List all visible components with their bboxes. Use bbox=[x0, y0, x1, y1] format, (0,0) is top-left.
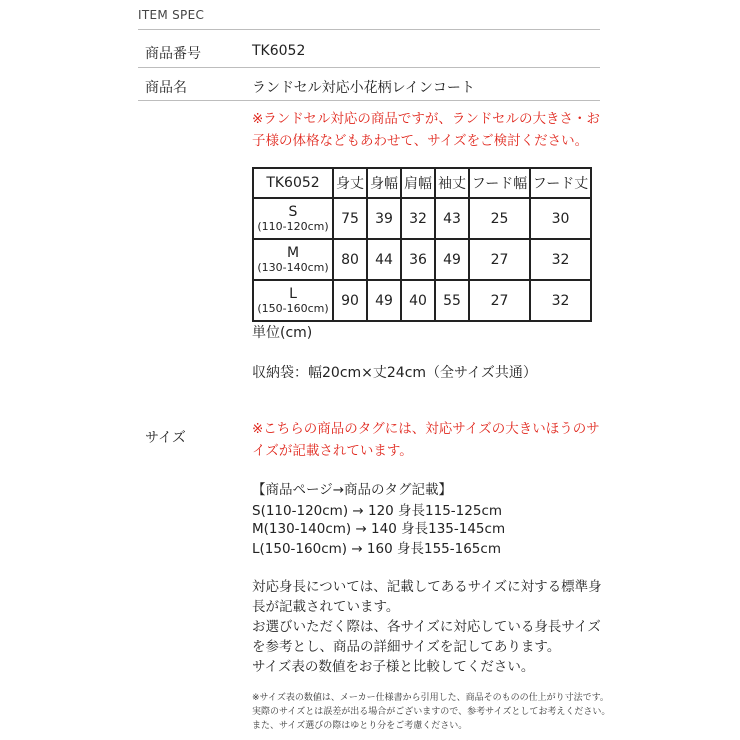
product-number-value: TK6052 bbox=[252, 43, 306, 59]
tag-note-line-2: イズが記載されています。 bbox=[252, 443, 413, 459]
footnote: ※サイズ表の数値は、メーカー仕様書から引用した、商品そのものの仕上がり寸法です。 bbox=[252, 693, 609, 703]
warning-line-1: ※ランドセル対応の商品ですが、ランドセルの大きさ・お bbox=[252, 111, 601, 127]
size-range: (110-120cm) bbox=[257, 219, 329, 233]
size-cell bbox=[253, 280, 333, 321]
value-cell: 32 bbox=[530, 280, 591, 321]
value-cell: 43 bbox=[435, 198, 469, 239]
size-section-label: サイズ bbox=[145, 430, 186, 446]
value-cell: 49 bbox=[435, 239, 469, 280]
explanation-line: を参考とし、商品の詳細サイズを記してあります。 bbox=[252, 639, 561, 655]
unit-label: 単位(cm) bbox=[252, 325, 313, 341]
size-name: S bbox=[288, 203, 298, 220]
value-cell: 49 bbox=[367, 280, 401, 321]
mapping-line: L(150-160cm) → 160 身長155-165cm bbox=[252, 541, 501, 557]
tag-note-line-1: ※こちらの商品のタグには、対応サイズの大きいほうのサ bbox=[252, 421, 600, 437]
storage-bag-note: 収納袋：幅20cm×丈24cm（全サイズ共通） bbox=[252, 365, 537, 381]
explanation-line: 長が記載されています。 bbox=[252, 599, 400, 615]
footnote: また、サイズ選びの際はゆとり分をご考慮ください。 bbox=[252, 721, 468, 731]
size-name: L bbox=[289, 285, 297, 302]
header-cell: TK6052 bbox=[253, 168, 333, 198]
product-name-value: ランドセル対応小花柄レインコート bbox=[252, 80, 475, 96]
header-cell: 袖丈 bbox=[435, 168, 469, 198]
value-cell: 32 bbox=[401, 198, 435, 239]
header-cell: 肩幅 bbox=[401, 168, 435, 198]
value-cell: 80 bbox=[333, 239, 367, 280]
explanation-line: 対応身長については、記載してあるサイズに対する標準身 bbox=[252, 579, 602, 595]
table-row bbox=[253, 239, 591, 280]
value-cell: 27 bbox=[469, 239, 530, 280]
value-cell: 75 bbox=[333, 198, 367, 239]
header-cell: フード幅 bbox=[469, 168, 530, 198]
size-cell bbox=[253, 198, 333, 239]
warning-line-2: 子様の体格などもあわせて、サイズをご検討ください。 bbox=[252, 133, 589, 149]
value-cell: 27 bbox=[469, 280, 530, 321]
size-table-header-row bbox=[253, 168, 591, 198]
table-row bbox=[253, 280, 591, 321]
size-range: (130-140cm) bbox=[257, 260, 329, 274]
footnote: 実際のサイズとは誤差が出る場合がございますので、参考サイズとしてお考えください。 bbox=[252, 707, 611, 717]
value-cell: 32 bbox=[530, 239, 591, 280]
header-cell: 身丈 bbox=[333, 168, 367, 198]
header-cell: 身幅 bbox=[367, 168, 401, 198]
value-cell: 90 bbox=[333, 280, 367, 321]
explanation-line: お選びいただく際は、各サイズに対応している身長サイズ bbox=[252, 619, 601, 635]
size-cell bbox=[253, 239, 333, 280]
value-cell: 36 bbox=[401, 239, 435, 280]
divider bbox=[138, 67, 600, 68]
mapping-line: M(130-140cm) → 140 身長135-145cm bbox=[252, 521, 506, 537]
value-cell: 39 bbox=[367, 198, 401, 239]
value-cell: 25 bbox=[469, 198, 530, 239]
value-cell: 55 bbox=[435, 280, 469, 321]
divider bbox=[138, 29, 600, 30]
mapping-title: 【商品ページ→商品のタグ記載】 bbox=[252, 482, 453, 498]
mapping-line: S(110-120cm) → 120 身長115-125cm bbox=[252, 503, 503, 519]
header-cell: フード丈 bbox=[530, 168, 591, 198]
product-number-label: 商品番号 bbox=[145, 46, 201, 62]
item-spec-header: ITEM SPEC bbox=[138, 8, 205, 22]
size-name: M bbox=[286, 244, 300, 261]
value-cell: 40 bbox=[401, 280, 435, 321]
value-cell: 30 bbox=[530, 198, 591, 239]
divider bbox=[138, 100, 600, 101]
value-cell: 44 bbox=[367, 239, 401, 280]
table-row bbox=[253, 198, 591, 239]
product-name-label: 商品名 bbox=[145, 80, 187, 96]
explanation-line: サイズ表の数値をお子様と比較してください。 bbox=[252, 659, 535, 675]
size-table bbox=[252, 167, 592, 322]
size-range: (150-160cm) bbox=[257, 301, 329, 315]
